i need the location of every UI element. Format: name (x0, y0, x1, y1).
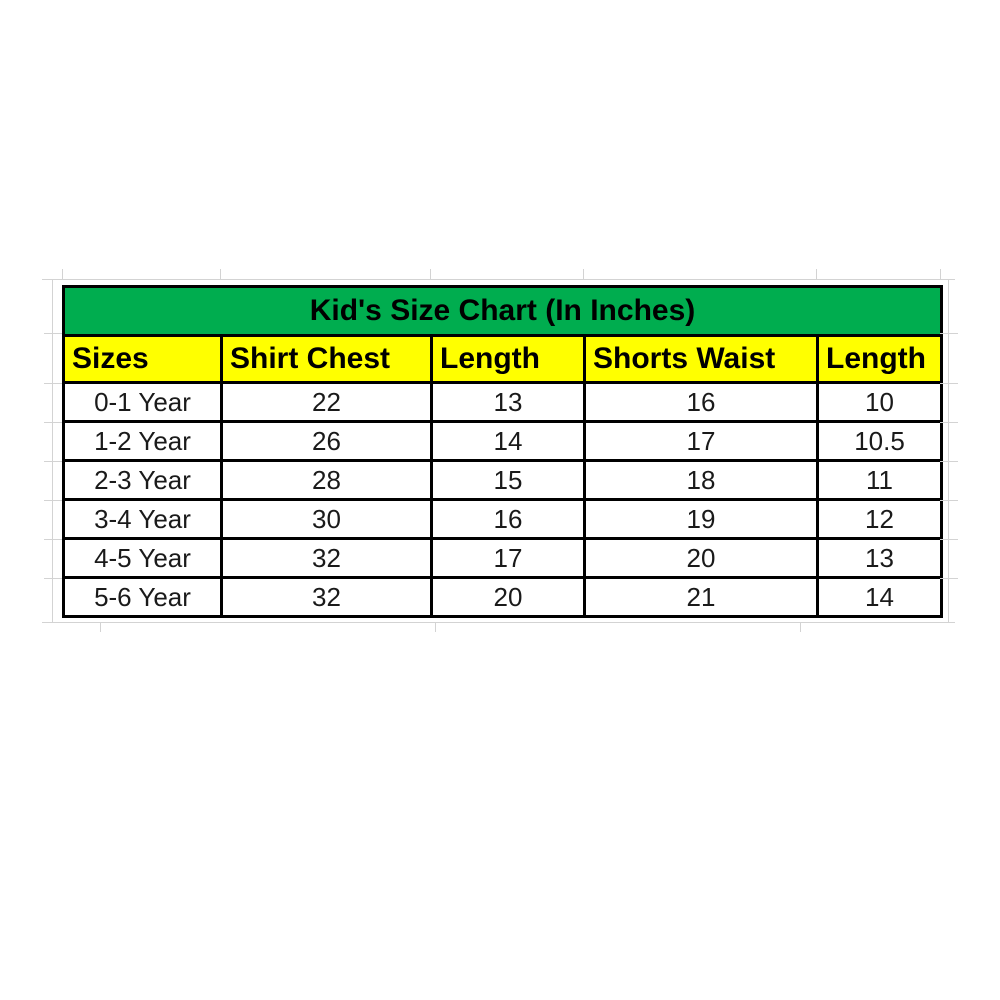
title-row (64, 287, 942, 336)
measurement-cell: 20 (432, 578, 585, 617)
excel-gridline (940, 539, 958, 540)
excel-gridline (940, 500, 958, 501)
table-row (64, 383, 942, 422)
column-header-shirt-chest: Shirt Chest (222, 336, 432, 383)
measurement-cell: 16 (585, 383, 818, 422)
measurement-cell: 13 (432, 383, 585, 422)
excel-gridline (52, 279, 53, 622)
measurement-cell: 17 (432, 539, 585, 578)
excel-gridline (435, 622, 436, 632)
column-header-shorts-waist: Shorts Waist (585, 336, 818, 383)
table-row (64, 422, 942, 461)
excel-gridline (940, 269, 941, 279)
excel-gridline (800, 622, 801, 632)
measurement-cell: 10 (818, 383, 942, 422)
excel-gridline (44, 422, 62, 423)
excel-gridline (62, 269, 63, 279)
measurement-cell: 11 (818, 461, 942, 500)
table-row (64, 578, 942, 617)
measurement-cell: 14 (818, 578, 942, 617)
excel-gridline (940, 422, 958, 423)
excel-gridline (940, 578, 958, 579)
measurement-cell: 22 (222, 383, 432, 422)
table-row (64, 461, 942, 500)
excel-gridline (948, 279, 949, 622)
excel-gridline (220, 269, 221, 279)
measurement-cell: 21 (585, 578, 818, 617)
size-label-cell: 3-4 Year (64, 500, 222, 539)
table-title: Kid's Size Chart (In Inches) (64, 287, 942, 336)
table-row (64, 500, 942, 539)
measurement-cell: 32 (222, 578, 432, 617)
table-row (64, 539, 942, 578)
table-body (64, 383, 942, 617)
column-header-shorts-length: Length (818, 336, 942, 383)
excel-gridline (940, 461, 958, 462)
size-label-cell: 5-6 Year (64, 578, 222, 617)
excel-gridline (816, 269, 817, 279)
column-header-shirt-length: Length (432, 336, 585, 383)
size-label-cell: 4-5 Year (64, 539, 222, 578)
measurement-cell: 26 (222, 422, 432, 461)
measurement-cell: 16 (432, 500, 585, 539)
excel-gridline (940, 383, 958, 384)
measurement-cell: 30 (222, 500, 432, 539)
measurement-cell: 19 (585, 500, 818, 539)
measurement-cell: 13 (818, 539, 942, 578)
excel-gridline (430, 269, 431, 279)
size-label-cell: 0-1 Year (64, 383, 222, 422)
measurement-cell: 12 (818, 500, 942, 539)
excel-gridline (44, 333, 62, 334)
measurement-cell: 10.5 (818, 422, 942, 461)
measurement-cell: 20 (585, 539, 818, 578)
excel-gridline (44, 461, 62, 462)
size-label-cell: 1-2 Year (64, 422, 222, 461)
column-header-sizes: Sizes (64, 336, 222, 383)
measurement-cell: 15 (432, 461, 585, 500)
measurement-cell: 14 (432, 422, 585, 461)
excel-gridline (44, 383, 62, 384)
measurement-cell: 17 (585, 422, 818, 461)
excel-gridline (42, 622, 955, 623)
excel-gridline (44, 500, 62, 501)
excel-gridline (44, 539, 62, 540)
kids-size-chart-table (62, 285, 943, 618)
excel-gridline (44, 578, 62, 579)
excel-gridline (42, 279, 955, 280)
measurement-cell: 18 (585, 461, 818, 500)
excel-gridline (100, 622, 101, 632)
measurement-cell: 32 (222, 539, 432, 578)
size-label-cell: 2-3 Year (64, 461, 222, 500)
header-row (64, 336, 942, 383)
excel-gridline (583, 269, 584, 279)
measurement-cell: 28 (222, 461, 432, 500)
excel-gridline (940, 333, 958, 334)
